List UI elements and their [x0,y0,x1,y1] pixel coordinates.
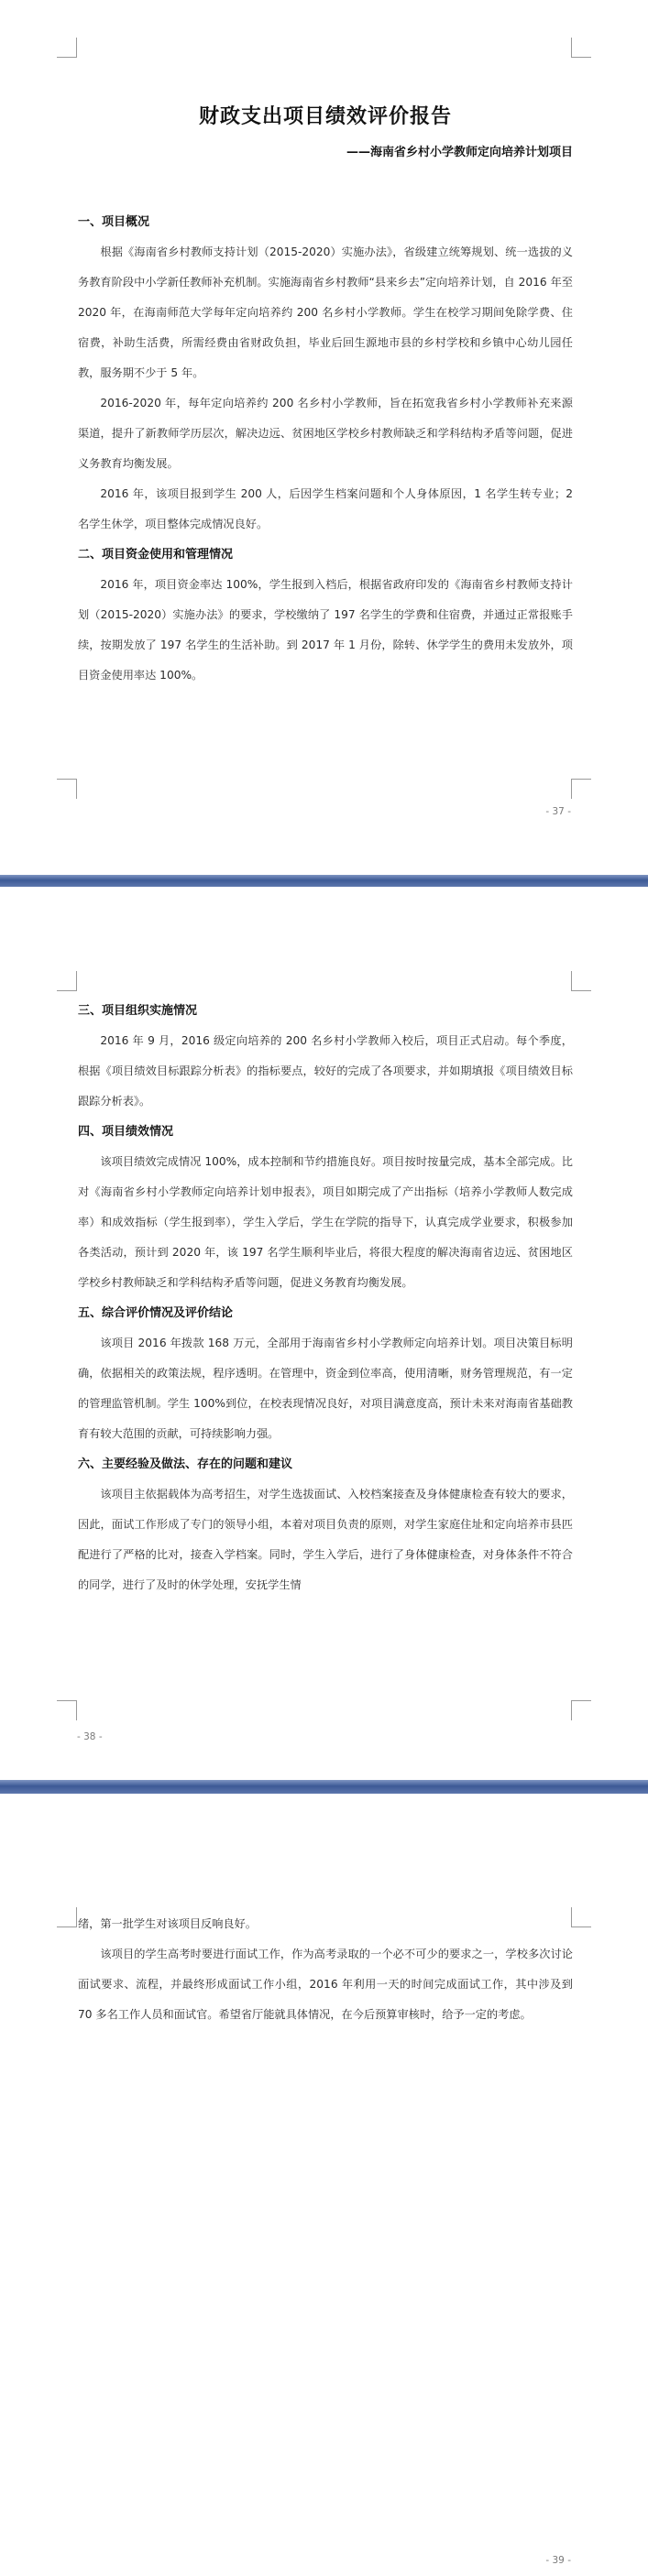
section-1-paragraph-2: 2016-2020 年，每年定向培养约 200 名乡村小学教师，旨在拓宽我省乡村小学教师补充来源渠道，提升了新教师学历层次，解决边远、贫困地区学校乡村教师缺乏和学科结构矛盾等问题，促进义务教育均衡发展。 [78,397,573,470]
section-heading-5: 五、综合评价情况及评价结论 [78,1306,234,1320]
section-heading-4: 四、项目绩效情况 [78,1125,174,1139]
section-1-paragraph-1: 根据《海南省乡村教师支持计划（2015-2020）实施办法》，省级建立统筹规划、统一选拔的义务教育阶段中小学新任教师补充机制。实施海南省乡村教师“县来乡去”定向培养计划，自 2016 年至 2020 年，在海南师范大学每年定向培养约 200 名乡村小学教师。学生在校学习期间免除学费、住宿费，补助生活费，所需经费由省财政负担，毕业后回生源地市县的乡村学校和乡镇中心幼儿园任教，服务期不少于 5 年。 [78,246,573,379]
crop-mark-bottom-right [571,1700,591,1720]
page-number: - 39 - [545,2555,571,2566]
document-page-3 [0,1794,648,2576]
section-2-paragraph-1: 2016 年，项目资金率达 100%，学生报到入档后，根据省政府印发的《海南省乡村教师支持计划（2015-2020）实施办法》的要求，学校缴纳了 197 名学生的学费和住宿费，并通过正常报账手续，按期发放了 197 名学生的生活补助。到 2017 年 1 月份，除转、休学学生的费用未发放外，项目资金使用率达 100%。 [78,578,573,682]
crop-mark-bottom-right [571,779,591,799]
page-2-content [78,996,573,1600]
page-separator [0,875,648,887]
section-4-paragraph-1: 该项目绩效完成情况 100%，成本控制和节约措施良好。项目按时按量完成，基本全部完成。比对《海南省乡村小学教师定向培养计划申报表》，项目如期完成了产出指标（培养小学教师人数完成率）和成效指标（学生报到率），学生入学后，学生在学院的指导下，认真完成学业要求，积极参加各类活动，预计到 2020 年，该 197 名学生顺利毕业后，将很大程度的解决海南省边远、贫困地区学校乡村教师缺乏和学科结构矛盾等问题，促进义务教育均衡发展。 [78,1155,573,1289]
crop-mark-bottom-left [57,779,77,799]
crop-mark-top-left [57,38,77,58]
crop-mark-top-right [571,971,591,991]
crop-mark-top-left [57,971,77,991]
section-heading-3: 三、项目组织实施情况 [78,1004,198,1018]
document-page-1 [0,0,648,875]
section-heading-2: 二、项目资金使用和管理情况 [78,548,234,562]
section-6-paragraph-1-continued: 绪，第一批学生对该项目反响良好。 [78,1917,257,1930]
section-1-paragraph-3: 2016 年，该项目报到学生 200 人，后因学生档案问题和个人身体原因，1 名学生转专业；2 名学生休学，项目整体完成情况良好。 [78,487,573,530]
document-page-2 [0,887,648,1780]
crop-mark-top-left [57,1907,77,1927]
section-6-paragraph-1: 该项目主依据载体为高考招生，对学生选拔面试、入校档案接查及身体健康检查有较大的要求，因此，面试工作形成了专门的领导小组，本着对项目负责的原则，对学生家庭住址和定向培养市县匹配进行了严格的比对，接查入学档案。同时，学生入学后，进行了身体健康检查，对身体条件不符合的同学，进行了及时的休学处理，安抚学生情 [78,1488,573,1591]
page-1-content [78,101,573,691]
page-3-content [78,1909,573,2030]
report-title: 财政支出项目绩效评价报告 [198,104,452,128]
report-subtitle: ——海南省乡村小学教师定向培养计划项目 [346,146,573,159]
page-separator [0,1780,648,1794]
page-number: - 38 - [77,1731,103,1742]
section-3-paragraph-1: 2016 年 9 月，2016 级定向培养的 200 名乡村小学教师入校后，项目正式启动。每个季度，根据《项目绩效目标跟踪分析表》的指标要点，较好的完成了各项要求，并如期填报《项目绩效目标跟踪分析表》。 [78,1034,573,1108]
crop-mark-top-right [571,1907,591,1927]
section-6-paragraph-2: 该项目的学生高考时要进行面试工作，作为高考录取的一个必不可少的要求之一，学校多次讨论面试要求、流程，并最终形成面试工作小组，2016 年利用一天的时间完成面试工作，其中涉及到 70 多名工作人员和面试官。希望省厅能就具体情况，在今后预算审核时，给予一定的考虑。 [78,1948,573,2021]
crop-mark-top-right [571,38,591,58]
section-heading-6: 六、主要经验及做法、存在的问题和建议 [78,1457,293,1471]
crop-mark-bottom-left [57,1700,77,1720]
page-number: - 37 - [545,806,571,817]
section-5-paragraph-1: 该项目 2016 年拨款 168 万元，全部用于海南省乡村小学教师定向培养计划。项目决策目标明确，依据相关的政策法规，程序透明。在管理中，资金到位率高，使用清晰，财务管理规范，有一定的管理监管机制。学生 100%到位，在校表现情况良好，对项目满意度高，预计未来对海南省基础教育有较大范围的贡献，可持续影响力强。 [78,1337,573,1440]
section-heading-1: 一、项目概况 [78,215,150,229]
